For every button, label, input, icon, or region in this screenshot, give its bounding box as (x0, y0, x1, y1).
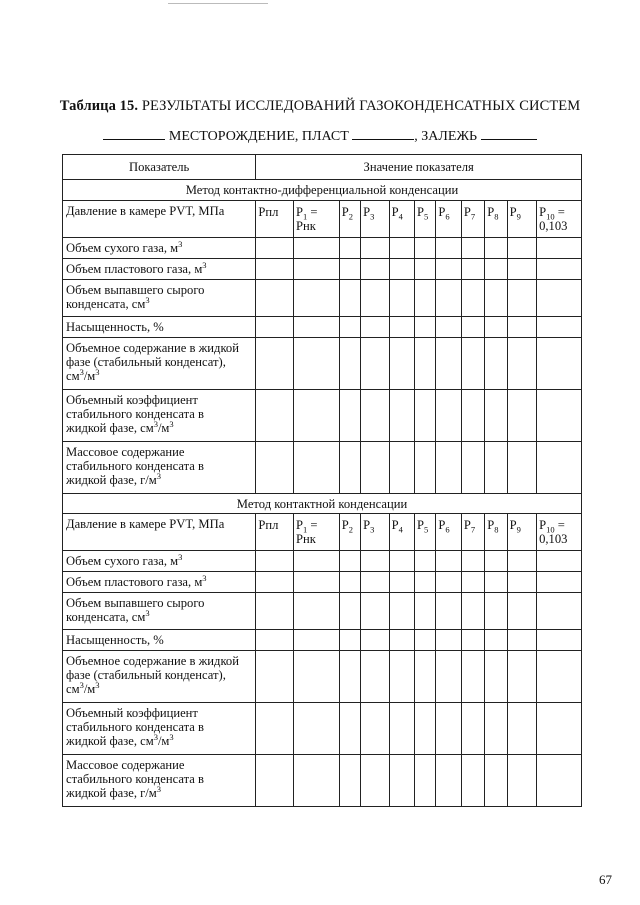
blank-field-name (103, 127, 165, 140)
table-row (63, 593, 582, 630)
subtitle-deposit-label: , ЗАЛЕЖЬ (414, 129, 478, 144)
method1-title: Метод контактно-дифференциальной конденсации (63, 180, 582, 201)
table-subtitle (0, 127, 640, 145)
scan-artifact-line (168, 3, 268, 4)
p5-cell: $P_5$ (415, 201, 436, 238)
table-row (63, 280, 582, 317)
condensate-label: Объем выпавшего сырого конденсата, $см^3$ (63, 280, 256, 317)
table-row (63, 338, 582, 390)
p1-cell: $P_1$ = Рнк (293, 201, 339, 238)
dry-gas-label: Объем сухого газа, $м^3$ (63, 238, 256, 259)
header-value-cell: Значение показателя (256, 155, 582, 180)
table-row (63, 442, 582, 494)
table-row (63, 317, 582, 338)
p1-cell: $P_1$ = Рнк (293, 514, 339, 551)
volumetric-content-label: Объемное содержание в жидкой фазе (стабильный конденсат), $см^3/м^3$ (63, 338, 256, 390)
pressure-label: Давление в камере PVT, МПа (63, 514, 256, 551)
p9-cell: $P_9$ (507, 514, 537, 551)
table-title (0, 98, 640, 115)
table-row (63, 551, 582, 572)
method2-title: Метод контактной конденсации (63, 494, 582, 514)
mass-content-label: Массовое содержание стабильного конденсата в жидкой фазе, $г/м^3$ (63, 755, 256, 807)
p3-cell: $P_3$ (361, 201, 389, 238)
p4-cell: $P_4$ (389, 201, 414, 238)
blank-deposit-name (481, 127, 537, 140)
volumetric-content-label: Объемное содержание в жидкой фазе (стабильный конденсат), $см^3/м^3$ (63, 651, 256, 703)
table-row (63, 572, 582, 593)
method1-row (63, 180, 582, 201)
blank-layer-name (352, 127, 414, 140)
table-row (63, 514, 582, 551)
condensate-label: Объем выпавшего сырого конденсата, $см^3$ (63, 593, 256, 630)
p4-cell: $P_4$ (389, 514, 414, 551)
p-pl-cell: Рпл (256, 514, 294, 551)
table-row (63, 390, 582, 442)
table-row (63, 238, 582, 259)
p2-cell: $P_2$ (339, 514, 360, 551)
p10-cell: $P_{10}$ = 0,103 (537, 201, 582, 238)
table-row (63, 201, 582, 238)
p7-cell: $P_7$ (461, 201, 484, 238)
results-table (62, 154, 582, 807)
reservoir-gas-label: Объем пластового газа, $м^3$ (63, 572, 256, 593)
table-title-text: РЕЗУЛЬТАТЫ ИССЛЕДОВАНИЙ ГАЗОКОНДЕНСАТНЫХ СИСТЕМ (141, 98, 581, 114)
p7-cell: $P_7$ (461, 514, 484, 551)
page-number: 67 (599, 872, 612, 887)
header-param-cell: Показатель (63, 155, 256, 180)
dry-gas-label: Объем сухого газа, $м^3$ (63, 551, 256, 572)
p5-cell: $P_5$ (415, 514, 436, 551)
p8-cell: $P_8$ (485, 201, 507, 238)
mass-content-label: Массовое содержание стабильного конденсата в жидкой фазе, $г/м^3$ (63, 442, 256, 494)
p2-cell: $P_2$ (339, 201, 360, 238)
table-row (63, 755, 582, 807)
p10-cell: $P_{10}$ = 0,103 (537, 514, 582, 551)
p6-cell: $P_6$ (436, 514, 461, 551)
volumetric-coef-label: Объемный коэффициент стабильного конденсата в жидкой фазе, $см^3/м^3$ (63, 703, 256, 755)
table-row (63, 630, 582, 651)
table-row (63, 651, 582, 703)
saturation-label: Насыщенность, % (63, 630, 256, 651)
pressure-label: Давление в камере PVT, МПа (63, 201, 256, 238)
p8-cell: $P_8$ (485, 514, 507, 551)
saturation-label: Насыщенность, % (63, 317, 256, 338)
p-pl-cell: Рпл (256, 201, 294, 238)
volumetric-coef-label: Объемный коэффициент стабильного конденсата в жидкой фазе, $см^3/м^3$ (63, 390, 256, 442)
table-row (63, 259, 582, 280)
reservoir-gas-label: Объем пластового газа, $м^3$ (63, 259, 256, 280)
header-row (63, 155, 582, 180)
table-title-label: Таблица 15. (59, 98, 139, 114)
subtitle-field-label: МЕСТОРОЖДЕНИЕ, ПЛАСТ (168, 129, 349, 144)
p9-cell: $P_9$ (507, 201, 537, 238)
table-row (63, 703, 582, 755)
method2-row (63, 494, 582, 514)
p6-cell: $P_6$ (436, 201, 461, 238)
p3-cell: $P_3$ (361, 514, 389, 551)
